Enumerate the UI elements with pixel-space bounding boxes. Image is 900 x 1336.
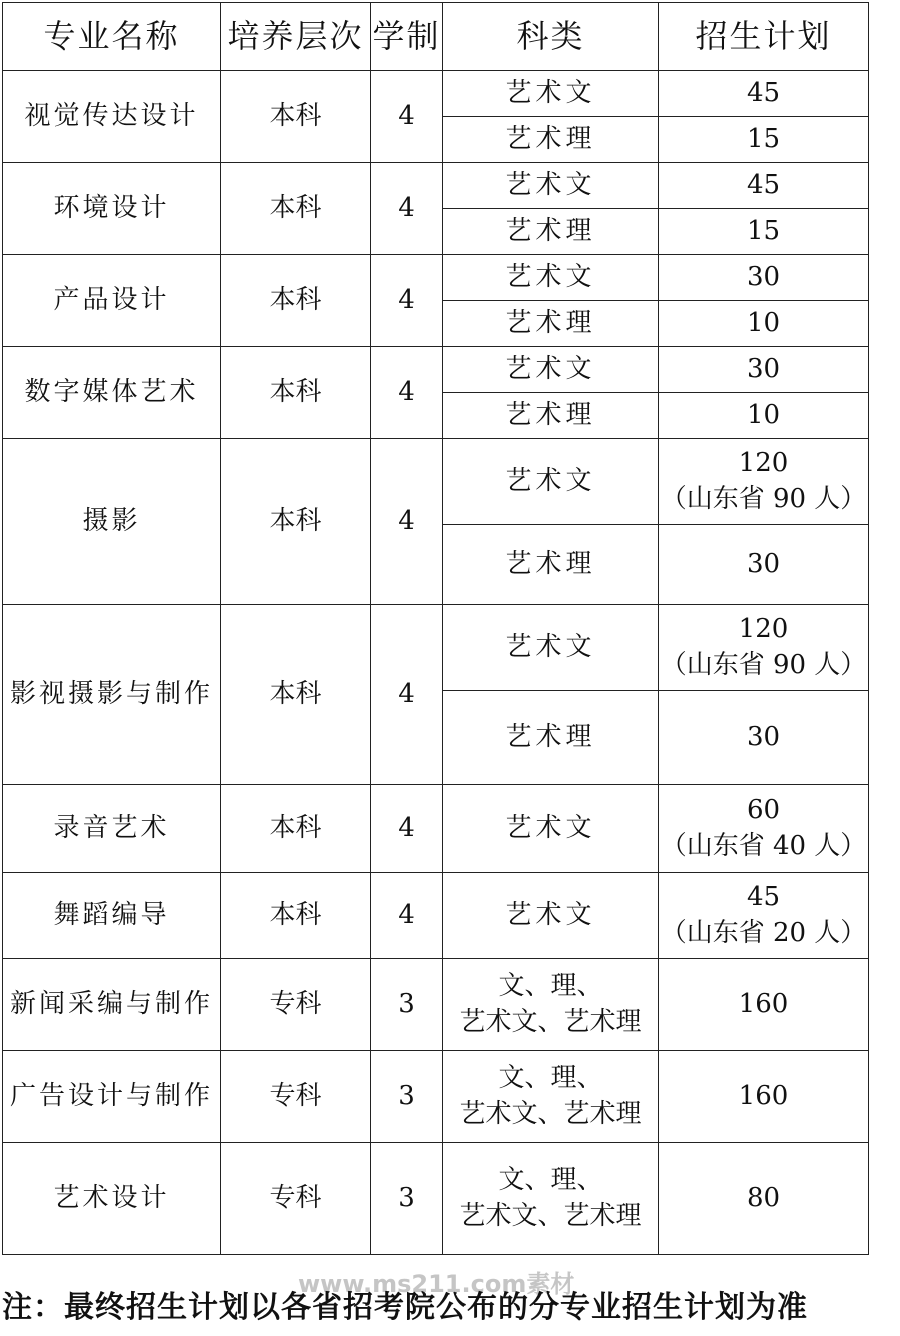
quota-note: （山东省 90 人） — [660, 649, 867, 680]
table-row — [3, 255, 869, 301]
category-cell: 艺术理 — [443, 301, 659, 347]
level-cell: 本科 — [221, 71, 371, 163]
major-name: 摄影 — [3, 439, 221, 605]
quota-cell: 30 — [659, 347, 869, 393]
major-name: 艺术设计 — [3, 1143, 221, 1255]
quota-value: 60 — [746, 795, 781, 826]
level-cell: 专科 — [221, 959, 371, 1051]
quota-value: 45 — [746, 882, 781, 913]
category-cell: 艺术理 — [443, 525, 659, 605]
quota-note: （山东省 90 人） — [660, 483, 867, 514]
quota-cell — [659, 439, 869, 525]
years-cell: 4 — [371, 71, 443, 163]
category-line: 文、理、 — [498, 1165, 603, 1196]
quota-cell: 10 — [659, 301, 869, 347]
category-cell: 艺术文 — [443, 71, 659, 117]
quota-cell: 30 — [659, 691, 869, 785]
header-years: 学制 — [371, 3, 443, 71]
category-cell: 艺术文 — [443, 255, 659, 301]
category-cell: 艺术文 — [443, 163, 659, 209]
major-name: 环境设计 — [3, 163, 221, 255]
years-cell: 4 — [371, 785, 443, 873]
years-cell: 3 — [371, 1051, 443, 1143]
category-cell: 艺术文 — [443, 439, 659, 525]
quota-cell — [659, 785, 869, 873]
quota-cell: 160 — [659, 1051, 869, 1143]
level-cell: 本科 — [221, 785, 371, 873]
quota-cell: 45 — [659, 71, 869, 117]
footnote: 注：最终招生计划以各省招考院公布的分专业招生计划为准 — [2, 1290, 808, 1325]
major-name: 录音艺术 — [3, 785, 221, 873]
table-row — [3, 605, 869, 691]
category-line: 文、理、 — [498, 971, 603, 1002]
years-cell: 3 — [371, 959, 443, 1051]
category-cell: 艺术理 — [443, 209, 659, 255]
years-cell: 3 — [371, 1143, 443, 1255]
category-line: 艺术文、艺术理 — [459, 1006, 642, 1037]
years-cell: 4 — [371, 163, 443, 255]
header-row — [3, 3, 869, 71]
quota-cell — [659, 873, 869, 959]
quota-cell: 80 — [659, 1143, 869, 1255]
quota-value: 120 — [738, 448, 789, 479]
level-cell: 专科 — [221, 1051, 371, 1143]
major-name: 数字媒体艺术 — [3, 347, 221, 439]
years-cell: 4 — [371, 439, 443, 605]
table-row — [3, 1143, 869, 1255]
table-row — [3, 959, 869, 1051]
table-row — [3, 347, 869, 393]
years-cell: 4 — [371, 605, 443, 785]
category-cell: 艺术理 — [443, 691, 659, 785]
quota-note: （山东省 20 人） — [660, 917, 867, 948]
header-quota: 招生计划 — [659, 3, 869, 71]
quota-cell: 15 — [659, 117, 869, 163]
quota-cell: 10 — [659, 393, 869, 439]
quota-cell: 45 — [659, 163, 869, 209]
level-cell: 本科 — [221, 439, 371, 605]
years-cell: 4 — [371, 873, 443, 959]
table-row — [3, 785, 869, 873]
category-cell: 艺术理 — [443, 117, 659, 163]
category-line: 艺术文、艺术理 — [459, 1200, 642, 1231]
enrollment-plan-table — [2, 2, 869, 1255]
category-cell: 艺术文 — [443, 605, 659, 691]
major-name: 舞蹈编导 — [3, 873, 221, 959]
quota-value: 120 — [738, 614, 789, 645]
quota-cell — [659, 605, 869, 691]
header-major: 专业名称 — [3, 3, 221, 71]
years-cell: 4 — [371, 255, 443, 347]
quota-cell: 30 — [659, 255, 869, 301]
major-name: 产品设计 — [3, 255, 221, 347]
category-cell — [443, 1143, 659, 1255]
category-cell: 艺术理 — [443, 393, 659, 439]
category-cell: 艺术文 — [443, 347, 659, 393]
level-cell: 本科 — [221, 873, 371, 959]
quota-cell: 30 — [659, 525, 869, 605]
level-cell: 本科 — [221, 163, 371, 255]
major-name: 广告设计与制作 — [3, 1051, 221, 1143]
level-cell: 本科 — [221, 255, 371, 347]
category-cell: 艺术文 — [443, 785, 659, 873]
category-line: 文、理、 — [498, 1063, 603, 1094]
header-category: 科类 — [443, 3, 659, 71]
level-cell: 专科 — [221, 1143, 371, 1255]
category-line: 艺术文、艺术理 — [459, 1098, 642, 1129]
quota-note: （山东省 40 人） — [660, 830, 867, 861]
quota-cell: 15 — [659, 209, 869, 255]
major-name: 影视摄影与制作 — [3, 605, 221, 785]
category-cell — [443, 1051, 659, 1143]
quota-cell: 160 — [659, 959, 869, 1051]
category-cell — [443, 959, 659, 1051]
table-row — [3, 439, 869, 525]
table-row — [3, 163, 869, 209]
table-row — [3, 873, 869, 959]
header-level: 培养层次 — [221, 3, 371, 71]
level-cell: 本科 — [221, 347, 371, 439]
years-cell: 4 — [371, 347, 443, 439]
major-name: 视觉传达设计 — [3, 71, 221, 163]
level-cell: 本科 — [221, 605, 371, 785]
category-cell: 艺术文 — [443, 873, 659, 959]
table-row — [3, 1051, 869, 1143]
major-name: 新闻采编与制作 — [3, 959, 221, 1051]
table-row — [3, 71, 869, 117]
watermark-text: www.ms211.com素材 — [298, 1270, 575, 1298]
